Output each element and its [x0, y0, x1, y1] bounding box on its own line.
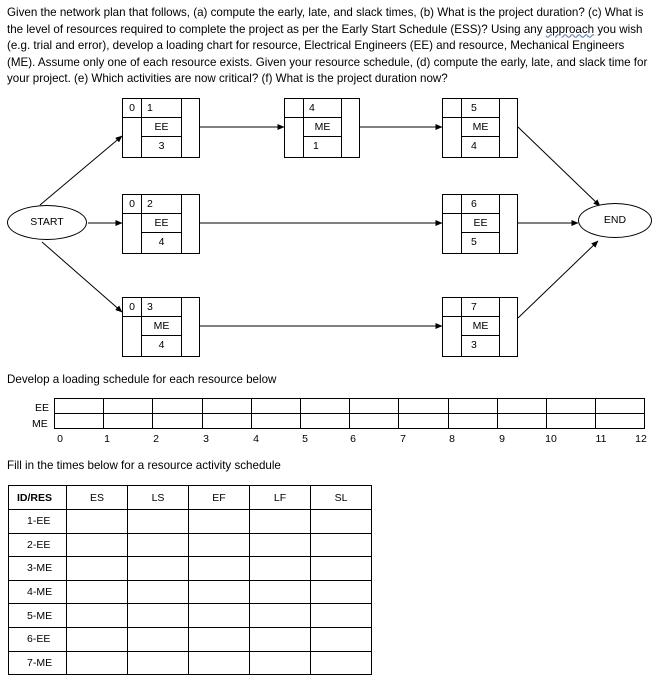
row-label: 5-ME — [9, 604, 67, 628]
loading-chart — [54, 398, 645, 429]
node-6-id: 6 — [462, 195, 499, 214]
cell-sl[interactable] — [311, 604, 372, 628]
node-5-early-start — [443, 99, 462, 118]
header-ls: LS — [128, 486, 189, 510]
node-1-id: 1 — [142, 99, 181, 118]
activity-node-4 — [284, 98, 360, 158]
table-row — [9, 651, 372, 675]
cell-lf[interactable] — [250, 627, 311, 651]
cell-es[interactable] — [67, 533, 128, 557]
table-row — [9, 604, 372, 628]
cell-ef[interactable] — [189, 604, 250, 628]
cell-ef[interactable] — [189, 580, 250, 604]
cell-ef[interactable] — [189, 533, 250, 557]
tick-10: 10 — [545, 433, 557, 445]
node-2-resource: EE — [142, 214, 181, 233]
tick-12: 12 — [635, 433, 647, 445]
loading-row-ee — [55, 399, 645, 414]
row-label: 2-EE — [9, 533, 67, 557]
tick-2: 2 — [153, 433, 159, 445]
cell-es[interactable] — [67, 580, 128, 604]
node-4-id: 4 — [304, 99, 341, 118]
cell-ls[interactable] — [128, 604, 189, 628]
cell-lf[interactable] — [250, 533, 311, 557]
node-3-early-start: 0 — [123, 298, 142, 317]
cell-es[interactable] — [67, 557, 128, 581]
activity-node-1 — [122, 98, 200, 158]
node-5-id: 5 — [462, 99, 499, 118]
cell-es[interactable] — [67, 510, 128, 534]
header-id-res: ID/RES — [9, 486, 67, 510]
activity-node-7 — [442, 297, 518, 357]
cell-es[interactable] — [67, 651, 128, 675]
cell-sl[interactable] — [311, 627, 372, 651]
cell-lf[interactable] — [250, 604, 311, 628]
cell-sl[interactable] — [311, 651, 372, 675]
cell-ls[interactable] — [128, 651, 189, 675]
tick-8: 8 — [449, 433, 455, 445]
cell-ef[interactable] — [189, 651, 250, 675]
node-5-resource: ME — [462, 118, 499, 137]
tick-4: 4 — [253, 433, 259, 445]
tick-3: 3 — [203, 433, 209, 445]
table-row — [9, 627, 372, 651]
node-1-resource: EE — [142, 118, 181, 137]
node-2-id: 2 — [142, 195, 181, 214]
cell-lf[interactable] — [250, 557, 311, 581]
loading-heading: Develop a loading schedule for each resource below — [7, 373, 277, 386]
table-header-row — [9, 486, 372, 510]
loading-row-me — [55, 414, 645, 429]
cell-ef[interactable] — [189, 510, 250, 534]
row-label: 1-EE — [9, 510, 67, 534]
node-3-duration: 4 — [158, 339, 165, 351]
activity-node-6 — [442, 194, 518, 254]
node-4-duration: 1 — [313, 140, 319, 152]
tick-1: 1 — [104, 433, 110, 445]
cell-sl[interactable] — [311, 533, 372, 557]
node-3-id: 3 — [142, 298, 181, 317]
cell-sl[interactable] — [311, 557, 372, 581]
cell-es[interactable] — [67, 604, 128, 628]
tick-0: 0 — [57, 433, 63, 445]
cell-es[interactable] — [67, 627, 128, 651]
cell-sl[interactable] — [311, 510, 372, 534]
node-6-early-start — [443, 195, 462, 214]
node-3-resource: ME — [142, 317, 181, 336]
cell-lf[interactable] — [250, 580, 311, 604]
node-4-resource: ME — [304, 118, 341, 137]
table-row — [9, 557, 372, 581]
cell-ef[interactable] — [189, 557, 250, 581]
tick-9: 9 — [499, 433, 505, 445]
node-1-duration: 3 — [158, 140, 165, 152]
cell-ls[interactable] — [128, 510, 189, 534]
table-row — [9, 580, 372, 604]
question-text-part1: Given the network plan that follows, (a) compute the early, late, and slack times, (b) What is the project duration? (c) What is the level of resources required to complete the project as per the Early Start Schedule (ESS)? Using any — [7, 6, 644, 36]
tick-5: 5 — [302, 433, 308, 445]
spellcheck-underlined-word: approach — [545, 22, 595, 36]
arrow-start-1 — [40, 136, 122, 205]
end-node: END — [578, 203, 652, 238]
node-7-duration: 3 — [471, 339, 477, 351]
cell-ls[interactable] — [128, 627, 189, 651]
activity-node-5 — [442, 98, 518, 158]
header-lf: LF — [250, 486, 311, 510]
start-node: START — [7, 205, 87, 240]
node-5-duration: 4 — [471, 140, 477, 152]
node-7-id: 7 — [462, 298, 499, 317]
row-label: 7-ME — [9, 651, 67, 675]
row-label: 6-EE — [9, 627, 67, 651]
arrow-start-3 — [42, 242, 122, 312]
node-4-early-start — [285, 99, 304, 118]
node-2-duration: 4 — [158, 236, 165, 248]
table-row — [9, 533, 372, 557]
node-2-early-start: 0 — [123, 195, 142, 214]
cell-ef[interactable] — [189, 627, 250, 651]
row-label: 3-ME — [9, 557, 67, 581]
tick-6: 6 — [350, 433, 356, 445]
table-row — [9, 510, 372, 534]
node-6-resource: EE — [462, 214, 499, 233]
tick-7: 7 — [400, 433, 406, 445]
tick-11: 11 — [595, 433, 607, 445]
activity-table-heading: Fill in the times below for a resource activity schedule — [7, 459, 281, 472]
cell-sl[interactable] — [311, 580, 372, 604]
question-text-part2: you wish (e.g. trial and error), develop a loading chart for resource, Electrical Engineers (EE) and resource, Mechanical Engineers (ME). Assume only one of each resource exists. Given your resource schedule, (d) compute the early, late, and slack time for your project. (e) Which activities are now critical? (f) What is the project duration now? — [7, 22, 648, 85]
cell-lf[interactable] — [250, 510, 311, 534]
header-es: ES — [67, 486, 128, 510]
header-ef: EF — [189, 486, 250, 510]
node-7-resource: ME — [462, 317, 499, 336]
arrow-5-end — [518, 127, 600, 206]
cell-ls[interactable] — [128, 533, 189, 557]
cell-ls[interactable] — [128, 557, 189, 581]
node-7-early-start — [443, 298, 462, 317]
activity-node-2 — [122, 194, 200, 254]
node-6-duration: 5 — [471, 236, 477, 248]
cell-ls[interactable] — [128, 580, 189, 604]
activity-schedule-table — [8, 485, 372, 675]
row-label: 4-ME — [9, 580, 67, 604]
cell-lf[interactable] — [250, 651, 311, 675]
node-1-early-start: 0 — [123, 99, 142, 118]
loading-row-label-ee: EE — [35, 402, 50, 414]
header-sl: SL — [311, 486, 372, 510]
activity-node-3 — [122, 297, 200, 357]
arrow-7-end — [518, 241, 598, 318]
loading-row-label-me: ME — [32, 418, 48, 430]
